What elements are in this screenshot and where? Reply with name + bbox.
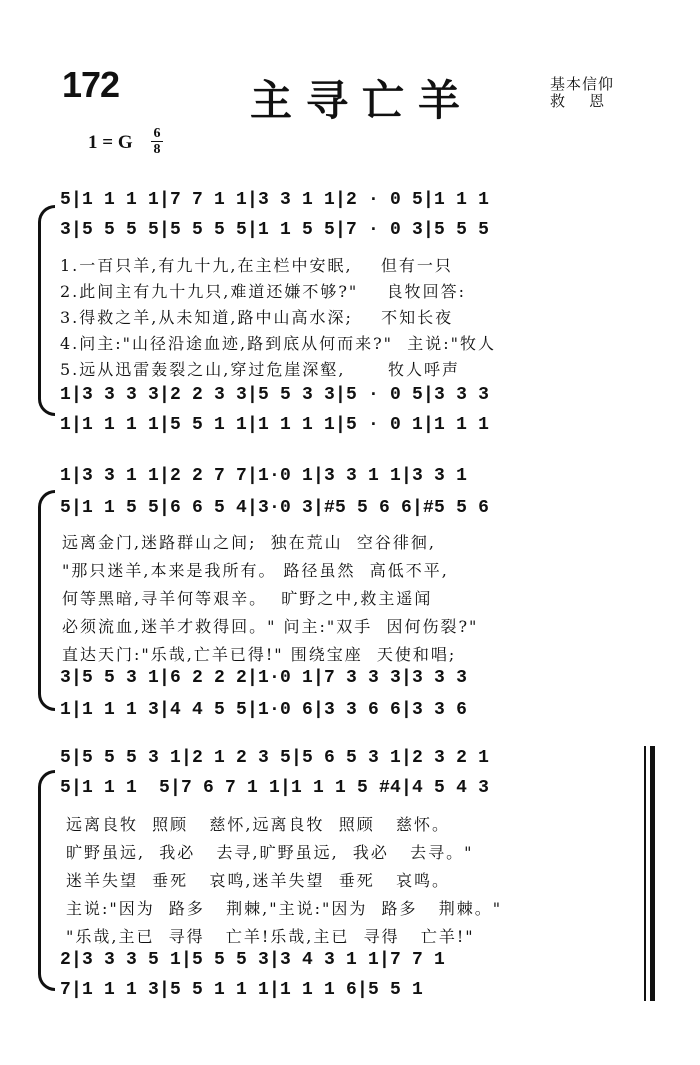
soprano-line: 1|3 3 1 1|2 2 7 7|1·0 1|3 3 1 1|3 3 1: [60, 466, 468, 486]
tenor-line: 1|3 3 3 3|2 2 3 3|5 5 3 3|5 · 0 5|3 3 3: [60, 385, 490, 405]
meter-bottom: 8: [153, 142, 161, 157]
lyric-verse-2: "那只迷羊,本来是我所有。 路径虽然 高低不平,: [62, 561, 449, 580]
lyric-verse-3: 何等黑暗,寻羊何等艰辛。 旷野之中,救主遥闻: [62, 589, 433, 608]
category-label: [550, 76, 614, 110]
soprano-line: 5|5 5 5 3 1|2 1 2 3 5|5 6 5 3 1|2 3 2 1: [60, 748, 490, 768]
lyric-verse-3: 3.得救之羊,从未知道,路中山高水深; 不知长夜: [60, 308, 454, 327]
hymn-title: 主寻亡羊: [250, 76, 475, 125]
lyric-verse-2: 2.此间主有九十九只,难道还嫌不够?" 良牧回答:: [60, 282, 467, 301]
lyric-verse-4: 主说:"因为 路多 荆棘,"主说:"因为 路多 荆棘。": [66, 899, 503, 918]
final-barline-thin: [644, 746, 646, 1001]
bass-line: 7|1 1 1 3|5 5 1 1 1|1 1 1 6|5 5 1: [60, 980, 424, 1000]
lyric-verse-5: "乐哉,主已 寻得 亡羊!乐哉,主已 寻得 亡羊!": [66, 927, 475, 946]
lyric-verse-4: 4.问主:"山径沿途血迹,路到底从何而来?" 主说:"牧人: [60, 334, 496, 353]
category-line-1: 基本信仰: [550, 75, 615, 93]
tenor-line: 2|3 3 3 5 1|5 5 5 3|3 4 3 1 1|7 7 1: [60, 950, 446, 970]
alto-line: 3|5 5 5 5|5 5 5 5|1 1 5 5|7 · 0 3|5 5 5: [60, 220, 490, 240]
system-brace: [38, 490, 55, 711]
lyric-verse-5: 5.远从迅雷轰裂之山,穿过危崖深壑, 牧人呼声: [60, 360, 460, 379]
lyric-verse-5: 直达天门:"乐哉,亡羊已得!" 围绕宝座 天使和唱;: [62, 645, 457, 664]
lyric-verse-4: 必须流血,迷羊才救得回。" 问主:"双手 因何伤裂?": [62, 617, 479, 636]
system-brace: [38, 205, 55, 416]
bass-line: 1|1 1 1 3|4 4 5 5|1·0 6|3 3 6 6|3 3 6: [60, 700, 468, 720]
tenor-line: 3|5 5 3 1|6 2 2 2|1·0 1|7 3 3 3|3 3 3: [60, 668, 468, 688]
bass-line: 1|1 1 1 1|5 5 1 1|1 1 1 1|5 · 0 1|1 1 1: [60, 415, 490, 435]
alto-line: 5|1 1 1 5|7 6 7 1 1|1 1 1 5 #4|4 5 4 3: [60, 778, 490, 798]
time-signature: [150, 126, 164, 157]
final-barline-thick: [650, 746, 655, 1001]
key-signature: 1 = G: [88, 132, 133, 153]
meter-top: 6: [153, 126, 161, 141]
lyric-verse-3: 迷羊失望 垂死 哀鸣,迷羊失望 垂死 哀鸣。: [66, 871, 450, 890]
lyric-verse-1: 1.一百只羊,有九十九,在主栏中安眠, 但有一只: [60, 256, 453, 275]
lyric-verse-2: 旷野虽远, 我必 去寻,旷野虽远, 我必 去寻。": [66, 843, 474, 862]
lyric-verse-1: 远离金门,迷路群山之间; 独在荒山 空谷徘徊,: [62, 533, 436, 552]
lyric-verse-1: 远离良牧 照顾 慈怀,远离良牧 照顾 慈怀。: [66, 815, 450, 834]
system-brace: [38, 770, 55, 991]
alto-line: 5|1 1 5 5|6 6 5 4|3·0 3|#5 5 6 6|#5 5 6: [60, 498, 490, 518]
hymn-number: 172: [62, 64, 120, 105]
soprano-line: 5|1 1 1 1|7 7 1 1|3 3 1 1|2 · 0 5|1 1 1: [60, 190, 490, 210]
category-line-2: 救 恩: [550, 92, 606, 110]
